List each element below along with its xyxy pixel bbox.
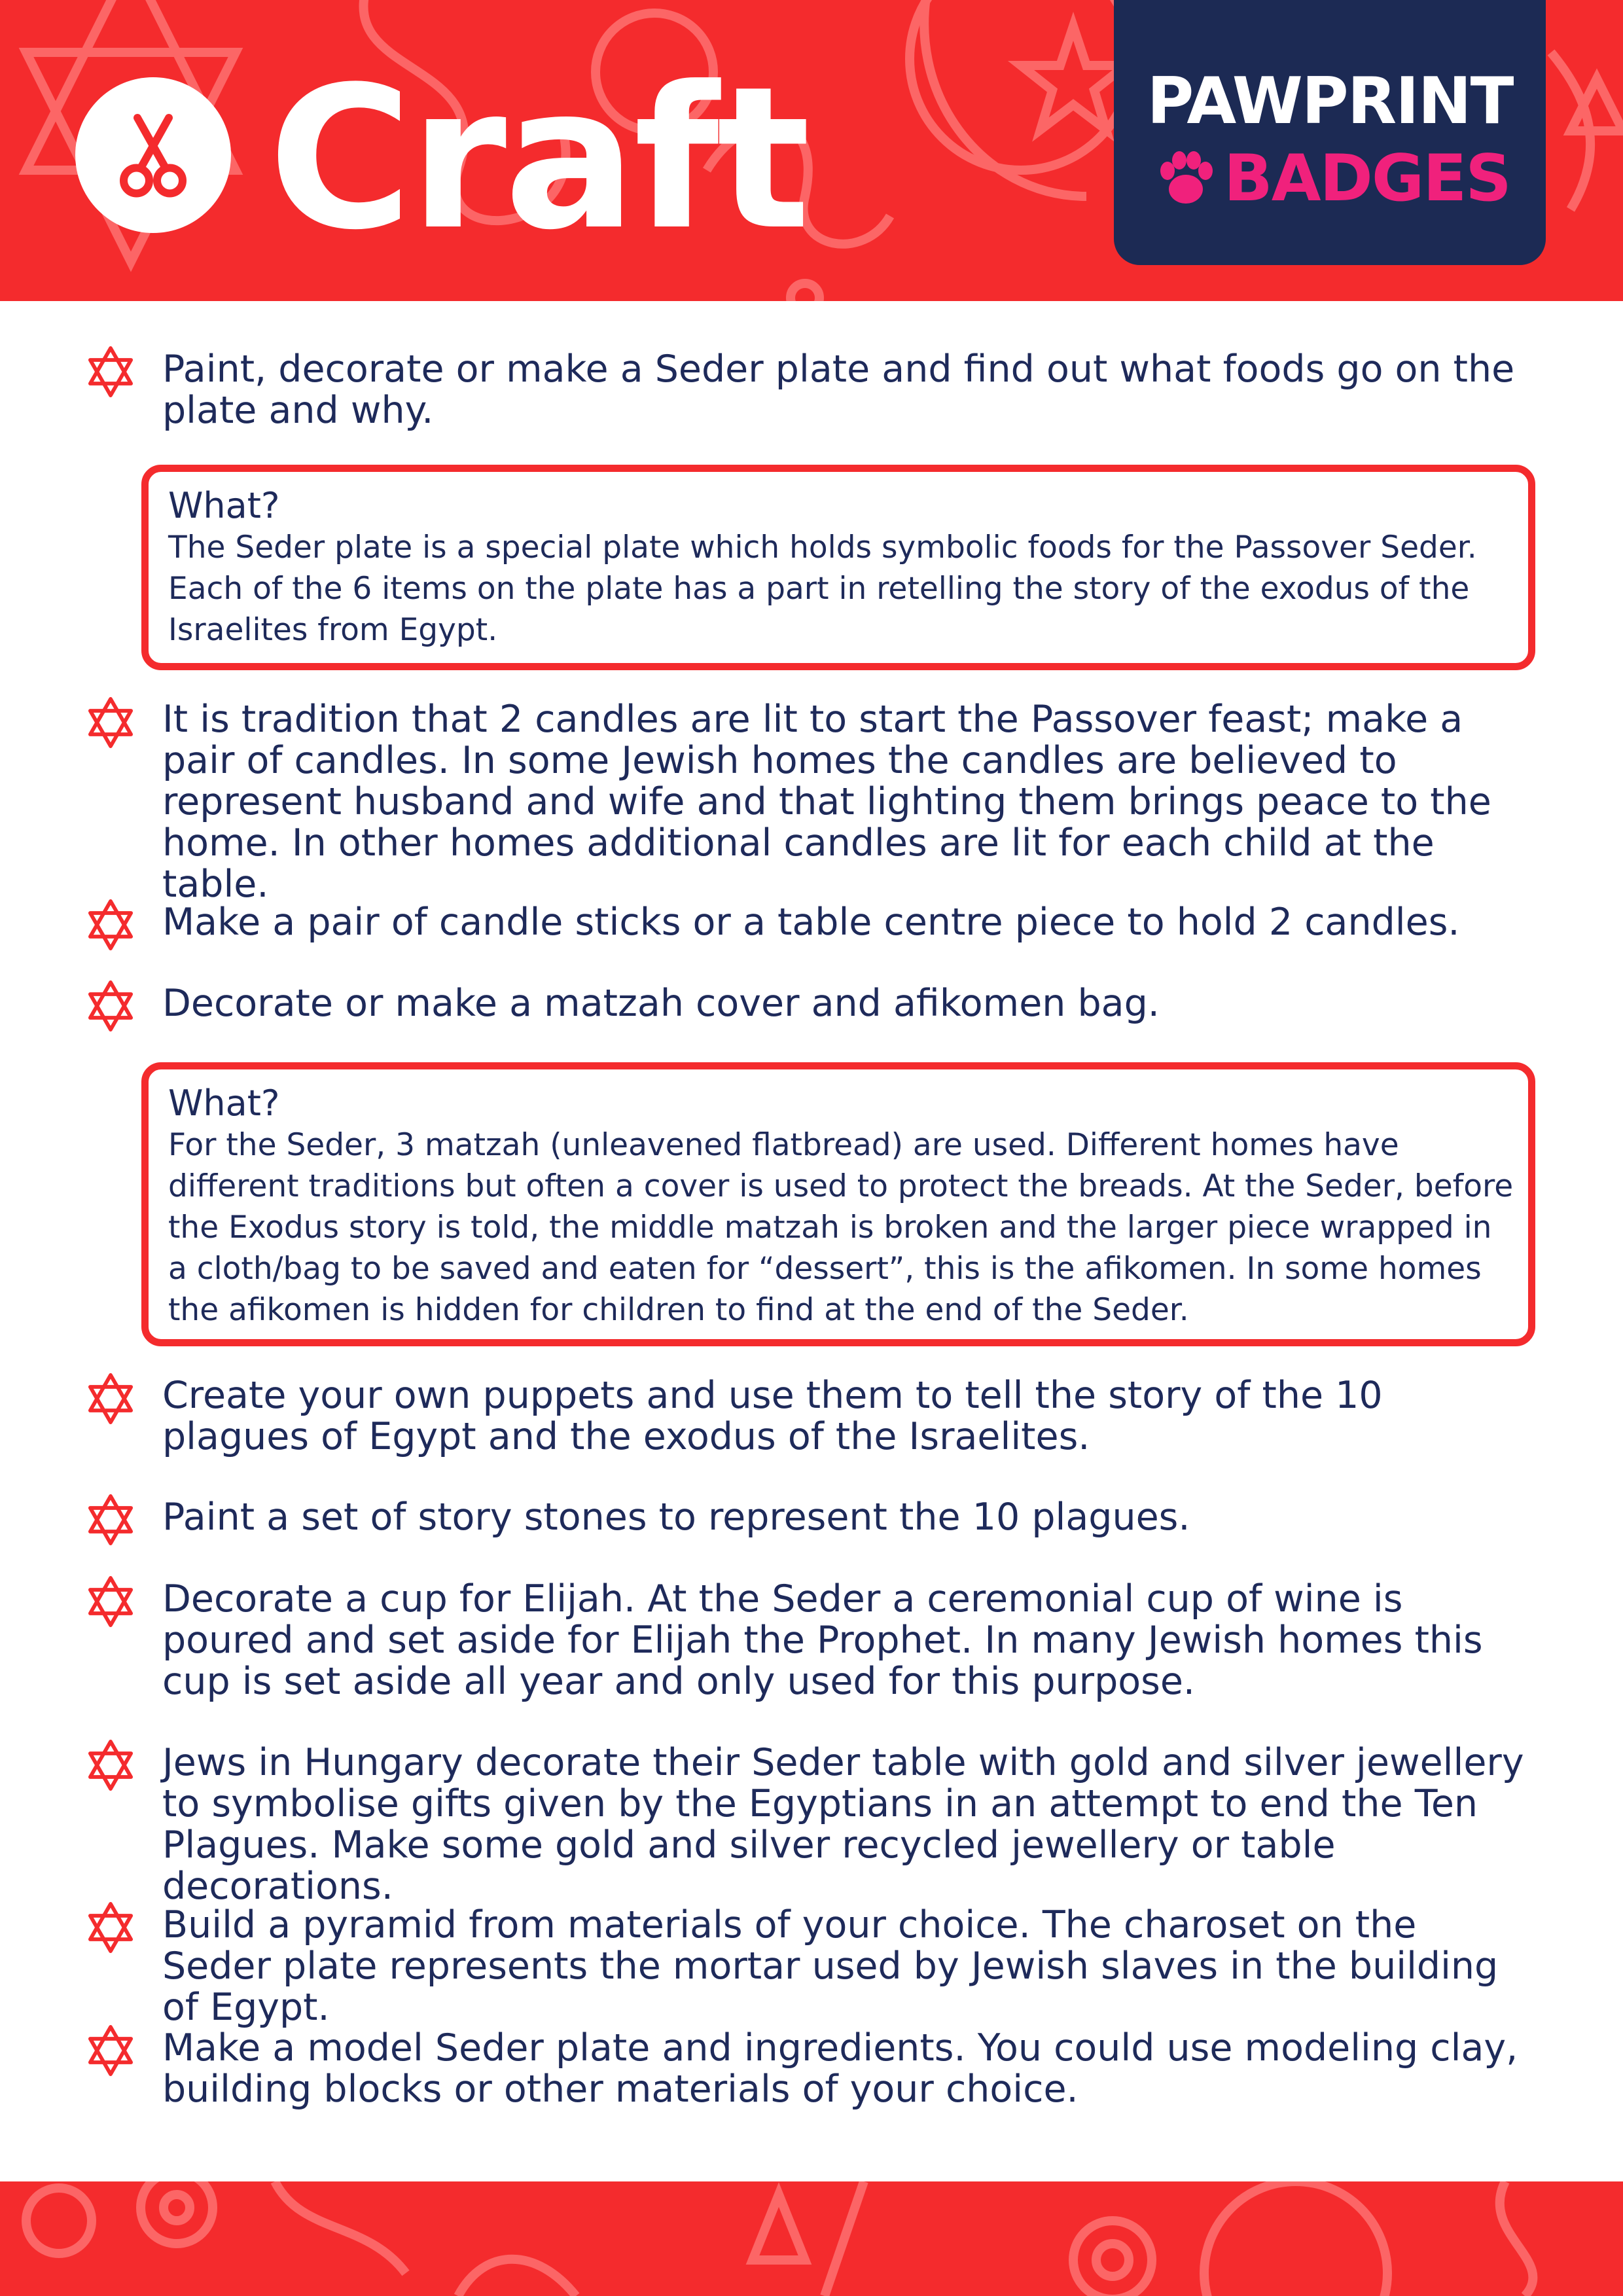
activity-item: Make a pair of candle sticks or a table centre piece to hold 2 candles.: [162, 901, 1460, 944]
info-box-text: The Seder plate is a special plate which holds symbolic foods for the Passover Seder. Each of the 6 items on the plate has a part in retelling the story of the exodus of the Israelites from Egypt.: [168, 529, 1477, 648]
info-box-heading: What?: [168, 485, 280, 526]
scissors-icon: [104, 106, 202, 204]
activity-item: Jews in Hungary decorate their Seder table with gold and silver jewellery to symbolise gifts given by the Egyptians in an attempt to end the Ten Plagues. Make some gold and silver recycled jewellery or table decorations.: [162, 1741, 1524, 1908]
brand-name-line2: BADGES: [1224, 141, 1510, 216]
activity-item: Build a pyramid from materials of your choice. The charoset on the Seder plate represents the mortar used by Jewish slaves in the building of Egypt.: [162, 1903, 1499, 2029]
header-banner: [0, 0, 1623, 301]
star-of-david-icon: [84, 696, 137, 749]
star-of-david-icon: [84, 2024, 137, 2077]
paw-icon: [1153, 146, 1219, 211]
activity-item: Paint, decorate or make a Seder plate and find out what foods go on the plate and why.: [162, 348, 1515, 432]
info-box-heading: What?: [168, 1083, 280, 1124]
activity-item: It is tradition that 2 candles are lit to start the Passover feast; make a pair of candles. In some Jewish homes the candles are believed to represent husband and wife and that lighting them brings peace to the home. In other homes additional candles are lit for each child at the table.: [162, 698, 1491, 906]
activity-item: Paint a set of story stones to represent the 10 plagues.: [162, 1496, 1190, 1539]
footer-banner: [0, 2181, 1623, 2296]
activity-item: Create your own puppets and use them to tell the story of the 10 plagues of Egypt and the exodus of the Israelites.: [162, 1374, 1383, 1458]
brand-name-line2-row: [1153, 143, 1510, 215]
star-of-david-icon: [84, 345, 137, 399]
brand-logo: [1114, 0, 1546, 265]
brand-name-line1: PAWPRINT: [1147, 64, 1513, 139]
info-box-text: For the Seder, 3 matzah (unleavened flatbread) are used. Different homes have different traditions but often a cover is used to protect the breads. At the Seder, before the Exodus story is told, the middle matzah is broken and the larger piece wrapped in a cloth/bag to be saved and eaten for “dessert”, this is the afikomen. In some homes the afikomen is hidden for children to find at the end of the Seder.: [168, 1127, 1514, 1328]
star-of-david-icon: [84, 1901, 137, 1954]
star-of-david-icon: [84, 1738, 137, 1792]
activity-item: Decorate or make a matzah cover and afikomen bag.: [162, 982, 1160, 1025]
info-box-seder-plate: [141, 465, 1535, 670]
star-of-david-icon: [84, 898, 137, 952]
star-of-david-icon: [84, 1493, 137, 1547]
star-of-david-icon: [84, 1372, 137, 1426]
craft-logo: [75, 77, 231, 233]
star-of-david-icon: [84, 1575, 137, 1628]
star-of-david-icon: [84, 979, 137, 1033]
activity-item: Make a model Seder plate and ingredients. You could use modeling clay, building blocks or other materials of your choice.: [162, 2026, 1518, 2111]
page-title: Craft: [268, 45, 808, 273]
footer-background-pattern: [0, 2181, 1623, 2296]
info-box-matzah: [141, 1062, 1535, 1346]
activity-item: Decorate a cup for Elijah. At the Seder a ceremonial cup of wine is poured and set aside for Elijah the Prophet. In many Jewish homes this cup is set aside all year and only used for this purpose.: [162, 1577, 1483, 1703]
